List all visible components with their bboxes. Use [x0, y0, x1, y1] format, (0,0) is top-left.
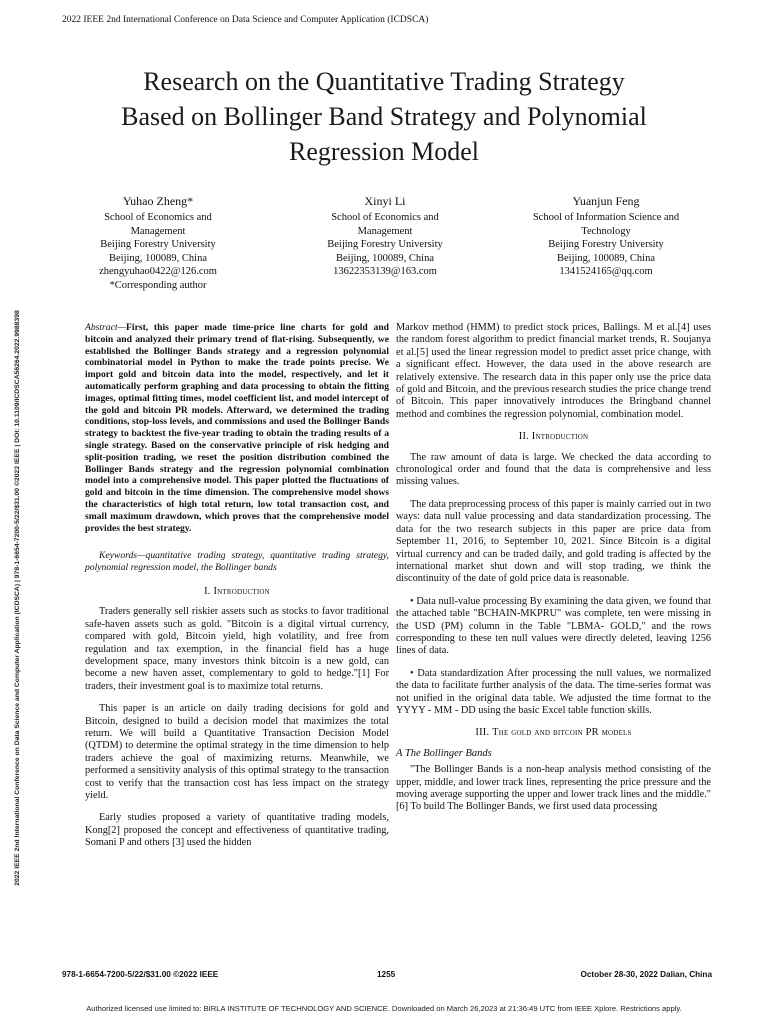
author-affiliation-line: Management — [130, 225, 186, 237]
paragraph: This paper is an article on daily trading decisions for gold and Bitcoin, designed to build a decision model that maximizes the total return. We will build a Quantitative Transaction Decision Model (QTDM) to determine the optimal strategy in the time dimension to help traders achieve the goal of maximizing returns. Meanwhile, we performed a sensitivity analysis of this optimal strategy to the transaction cost to verify that the transaction cost has less impact on the strategy yield. — [85, 703, 389, 802]
author-affiliation-line: Beijing Forestry University — [100, 239, 216, 250]
paper-title — [40, 64, 728, 169]
author-affiliation-line: Technology — [581, 225, 631, 237]
author-affiliation-line: Management — [357, 225, 413, 237]
corresponding-author-note: *Corresponding author — [109, 279, 207, 291]
title-line-1: Research on the Quantitative Trading Strategy — [143, 67, 625, 96]
paragraph: Early studies proposed a variety of quantitative trading models, Kong[2] proposed the concept and effectiveness of quantitative trading, Somani P and others [3] used the hidden — [85, 812, 389, 849]
bullet-paragraph: • Data null-value processing By examining the data given, we found that the attached table "BCHAIN-MKPRU" was complete, ten were missing in the USD (PM) column in the Table "LBMA- GOLD," and the rows corresponding to these ten null values were directly deleted, leaving 1256 lines of data. — [396, 595, 711, 657]
author-affiliation-line: School of Information Science and — [532, 212, 680, 223]
author-name: Yuanjun Feng — [572, 194, 640, 208]
paragraph: Traders generally sell riskier assets such as stocks to favor traditional safe-haven assets such as gold. "Bitcoin is a digital virtual currency, compared with gold, Bitcoin yield, high volatility, and free from regulation and tax exemption, in the financial field has a huge development space, many investors think bitcoin is a new gold, can become a new haven asset, complementary to gold to hedge."[1] For traders, their investment goal is to maximize total returns. — [85, 606, 389, 692]
author-email: zhengyuhao0422@126.com — [99, 266, 217, 277]
footer-isbn: 978-1-6654-7200-5/22/$31.00 ©2022 IEEE — [62, 970, 219, 979]
author-block-3 — [506, 194, 706, 279]
author-name: Xinyi Li — [364, 194, 406, 208]
abstract-text: First, this paper made time-price line charts for gold and bitcoin and analyzed their primary trend of flat-rising. Subsequently, we established the Bollinger Bands strategy and a regression polynomial combinatorial model in Python to make the trade points precise. We import gold and bitcoin data into the model, respectively, and let it automatically perform graphing and data processing to obtain the fitting images, optimal fitting times, model coefficient list, and model intercept of the gold and bitcoin PR models. Afterward, we determined the trading conditions, stop-loss levels, and commissions and used the Bollinger Bands strategy to backtest the five-year trading to obtain the trading results of a single strategy. Based on the conservative principle of risk hedging and split-position trading, we reset the position distribution combined the Bollinger Bands strategy and the regression polynomial combination model into a comprehensive model. This paper plotted the fluctuations of gold and bitcoin in the time dimension. The comprehensive model shows the characteristics of high total return, low total transaction cost, and small maximum drawdown, which proves that the comprehensive model provides the best strategy. — [85, 322, 389, 534]
section-number: III. — [475, 727, 493, 739]
author-affiliation-line: School of Economics and — [104, 212, 212, 223]
abstract-label: Abstract— — [85, 322, 127, 333]
paragraph: "The Bollinger Bands is a non-heap analysis method consisting of the upper, middle, and lower track lines, representing the price pressure and the moving average supporting the upper and lower track lines and the middle."[6] To build The Bollinger Bands, we first used data processing — [396, 764, 711, 813]
section-title: Introduction — [531, 431, 589, 443]
author-block-2 — [295, 194, 475, 279]
author-affiliation-line: Beijing Forestry University — [327, 239, 443, 250]
author-affiliation-line: School of Economics and — [331, 212, 439, 223]
subsection-heading: A The Bollinger Bands — [396, 747, 492, 759]
author-affiliation-line: Beijing, 100089, China — [557, 252, 655, 264]
paragraph: Markov method (HMM) to predict stock prices, Ballings. M et al.[4] uses the random forest algorithm to predict financial market trends, R. Soujanya et al.[5] used the linear regression model to predict asset price change, with a significant effect. However, the data used in the above research are relatively extensive. The research data in this paper only use the price data of gold and Bitcoin, and the previous research studies the price change trend of Bitcoin. This paper innovatively introduces the Bringband channel method and combines the regression polynomial, combination model. — [396, 322, 711, 420]
author-name: Yuhao Zheng* — [122, 194, 194, 208]
title-line-3: Regression Model — [289, 137, 479, 166]
paragraph: The raw amount of data is large. We checked the data according to chronological order and found that the data is comprehensive and less missing values. — [396, 451, 711, 488]
keywords: Keywords—quantitative trading strategy, quantitative trading strategy, polynomial regression model, the Bollinger bands — [85, 550, 389, 574]
title-line-2: Based on Bollinger Band Strategy and Polynomial — [121, 102, 647, 131]
section-number: II. — [518, 431, 532, 443]
author-affiliation-line: Beijing, 100089, China — [336, 252, 434, 264]
section-title: Introduction — [213, 585, 270, 597]
conference-header: 2022 IEEE 2nd International Conference on Data Science and Computer Application (ICDSCA) — [62, 15, 429, 25]
section-heading-1 — [85, 586, 389, 598]
vertical-side-note: 2022 IEEE 2nd International Conference on Data Science and Computer Application (ICDSCA) | 978-1-6654-7200-5/22/$31.00 ©2022 IEEE | DOI: 10.1109/ICDSCA56264.2022.9988398 — [14, 310, 21, 886]
right-column — [396, 322, 711, 824]
section-heading-3 — [396, 727, 711, 739]
section-title: The gold and bitcoin PR models — [492, 727, 632, 739]
page-number: 1255 — [377, 970, 396, 979]
author-affiliation-line: Beijing, 100089, China — [109, 252, 207, 264]
section-number: I. — [204, 585, 214, 597]
author-block-1 — [68, 194, 248, 292]
bullet-paragraph: • Data standardization After processing the null values, we normalized the data to facilitate further analysis of the data. The time-series format was not unified in the original data table. We adjusted the time format to the YYYY - MM - DD using the basic Excel table function skills. — [396, 667, 711, 716]
author-affiliation-line: Beijing Forestry University — [548, 239, 664, 250]
author-email: 13622353139@163.com — [333, 266, 437, 277]
license-notice: Authorized licensed use limited to: BIRLA INSTITUTE OF TECHNOLOGY AND SCIENCE. Downloaded on March 26,2023 at 21:36:49 UTC from IEEE Xplore. Restrictions apply. — [86, 1004, 682, 1013]
footer-date-location: October 28-30, 2022 Dalian, China — [580, 970, 712, 979]
author-email: 1341524165@qq.com — [559, 266, 653, 277]
left-column — [85, 322, 389, 860]
section-heading-2 — [396, 431, 711, 443]
paragraph: The data preprocessing process of this paper is mainly carried out in two ways: data null value processing and data standardization processing. The data for the two research subjects in this paper are price data from September 11, 2016, to September 10, 2021. Since Bitcoin is a digital virtual currency and can be traded daily, and gold trading is affected by the international market shut down and will stop trading, we think the discontinuity of the date of gold price data is reasonable. — [396, 498, 711, 585]
abstract — [85, 322, 389, 534]
